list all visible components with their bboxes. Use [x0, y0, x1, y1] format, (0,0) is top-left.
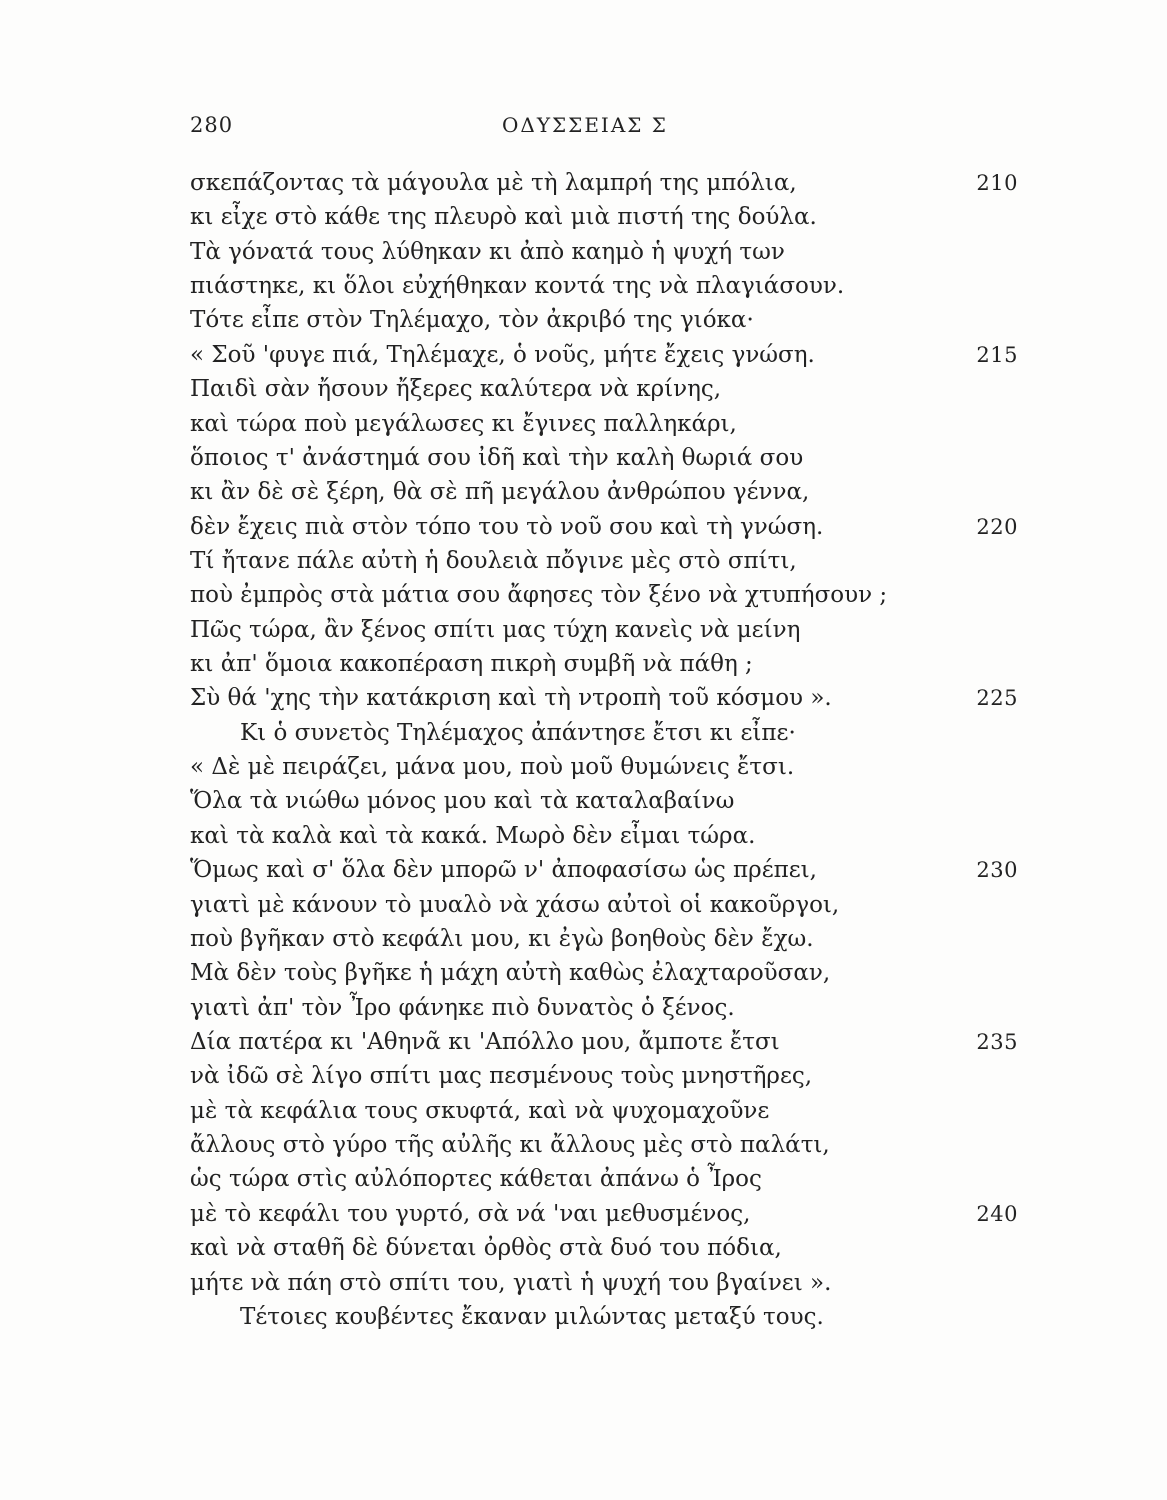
page-number: 280	[190, 113, 234, 137]
verse-text: γιατὶ μὲ κάνουν τὸ μυαλὸ νὰ χάσω αὐτοὶ οἱ κακοῦργοι,	[190, 891, 840, 918]
verse-number: 225	[976, 686, 1018, 711]
verse-text: μὲ τὰ κεφάλια τους σκυφτά, καὶ νὰ ψυχομαχοῦνε	[190, 1097, 770, 1124]
verse-text: Ὅλα τὰ νιώθω μόνος μου καὶ τὰ καταλαβαίνω	[190, 788, 735, 815]
page-header	[190, 113, 1020, 143]
verse-line	[190, 1094, 1030, 1128]
verse-text: Τότε εἶπε στὸν Τηλέμαχο, τὸν ἀκριβό της γιόκα·	[190, 307, 754, 334]
verse-text: ποὺ βγῆκαν στὸ κεφάλι μου, κι ἐγὼ βοηθοὺς δὲν ἔχω.	[190, 925, 814, 952]
verse-line	[190, 853, 1030, 887]
verse-line	[190, 1300, 1030, 1334]
verse-line	[190, 269, 1030, 303]
verse-text: Σὺ θά 'χης τὴν κατάκριση καὶ τὴ ντροπὴ τοῦ κόσμου ».	[190, 685, 832, 712]
verse-line	[190, 372, 1030, 406]
verse-line	[190, 750, 1030, 784]
verse-text: Μὰ δὲν τοὺς βγῆκε ἡ μάχη αὐτὴ καθὼς ἐλαχταροῦσαν,	[190, 960, 831, 987]
verse-text: « Σοῦ 'φυγε πιά, Τηλέμαχε, ὁ νοῦς, μήτε ἔχεις γνώση.	[190, 341, 815, 368]
verse-text: κι ἀπ' ὅμοια κακοπέραση πικρὴ συμβῆ νὰ πάθη ;	[190, 651, 753, 678]
verse-line	[190, 647, 1030, 681]
verse-text: πιάστηκε, κι ὅλοι εὐχήθηκαν κοντά της νὰ πλαγιάσουν.	[190, 273, 845, 300]
verse-line	[190, 888, 1030, 922]
verse-text: νὰ ἰδῶ σὲ λίγο σπίτι μας πεσμένους τοὺς μνηστῆρες,	[190, 1063, 813, 1090]
verse-text: Παιδὶ σὰν ἤσουν ἤξερες καλύτερα νὰ κρίνης,	[190, 376, 722, 403]
verse-line	[190, 784, 1030, 818]
verse-line	[190, 922, 1030, 956]
verse-line	[190, 475, 1030, 509]
verse-text: καὶ νὰ σταθῆ δὲ δύνεται ὀρθὸς στὰ δυό του πόδια,	[190, 1235, 782, 1262]
verse-text: μὲ τὸ κεφάλι του γυρτό, σὰ νά 'ναι μεθυσμένος,	[190, 1200, 751, 1227]
verse-line	[190, 200, 1030, 234]
verse-line	[190, 338, 1030, 372]
verse-text: σκεπάζοντας τὰ μάγουλα μὲ τὴ λαμπρή της μπόλια,	[190, 170, 797, 196]
verse-text: Πῶς τώρα, ἂν ξένος σπίτι μας τύχη κανεὶς νὰ μείνη	[190, 616, 801, 643]
verse-line	[190, 716, 1030, 750]
verse-text: Τί ἤτανε πάλε αὐτὴ ἡ δουλειὰ πὄγινε μὲς στὸ σπίτι,	[190, 547, 797, 574]
verse-line	[190, 991, 1030, 1025]
verse-line	[190, 303, 1030, 337]
running-title: ΟΔΥΣΣΕΙΑΣ Σ	[502, 113, 668, 137]
verse-text: Τὰ γόνατά τους λύθηκαν κι ἀπὸ καημὸ ἡ ψυχή των	[190, 238, 785, 265]
verse-line	[190, 544, 1030, 578]
verse-text: κι ἂν δὲ σὲ ξέρη, θὰ σὲ πῆ μεγάλου ἀνθρώπου γέννα,	[190, 479, 810, 506]
verse-text: καὶ τώρα ποὺ μεγάλωσες κι ἔγινες παλληκάρι,	[190, 410, 737, 437]
verse-number: 230	[976, 858, 1018, 883]
verse-text: μήτε νὰ πάη στὸ σπίτι του, γιατὶ ἡ ψυχή του βγαίνει ».	[190, 1269, 832, 1296]
verse-number: 210	[976, 171, 1018, 195]
verse-text: καὶ τὰ καλὰ καὶ τὰ κακά. Μωρὸ δὲν εἶμαι τώρα.	[190, 822, 756, 849]
verse-line	[190, 1197, 1030, 1231]
verse-text: Κι ὁ συνετὸς Τηλέμαχος ἀπάντησε ἔτσι κι εἶπε·	[240, 719, 796, 746]
verse-number: 215	[976, 342, 1018, 367]
verse-text: ὅποιος τ' ἀνάστημά σου ἰδῆ καὶ τὴν καλὴ θωριά σου	[190, 444, 804, 471]
verse-line	[190, 681, 1030, 715]
verse-line	[190, 1059, 1030, 1093]
verse-line	[190, 1266, 1030, 1300]
verse-text: Ὅμως καὶ σ' ὅλα δὲν μπορῶ ν' ἀποφασίσω ὡς πρέπει,	[190, 857, 817, 884]
verse-line	[190, 1231, 1030, 1265]
verse-line	[190, 407, 1030, 441]
verse-text: Δία πατέρα κι 'Αθηνᾶ κι 'Απόλλο μου, ἄμποτε ἔτσι	[190, 1028, 780, 1055]
verse-line	[190, 1162, 1030, 1196]
verse-line	[190, 1128, 1030, 1162]
verse-text: ποὺ ἐμπρὸς στὰ μάτια σου ἄφησες τὸν ξένο νὰ χτυπήσουν ;	[190, 582, 888, 609]
verse-line	[190, 1025, 1030, 1059]
verse-text: Τέτοιες κουβέντες ἔκαναν μιλώντας μεταξύ τους.	[240, 1303, 824, 1330]
verse-text: ἄλλους στὸ γύρο τῆς αὐλῆς κι ἄλλους μὲς στὸ παλάτι,	[190, 1132, 830, 1159]
verse-line	[190, 956, 1030, 990]
verse-line	[190, 166, 1030, 200]
verse-text: γιατὶ ἀπ' τὸν Ἶρο φάνηκε πιὸ δυνατὸς ὁ ξένος.	[190, 994, 735, 1021]
verse-line	[190, 613, 1030, 647]
verse-text: ὡς τώρα στὶς αὐλόπορτες κάθεται ἀπάνω ὁ Ἶρος	[190, 1166, 762, 1193]
verse-line	[190, 235, 1030, 269]
verse-text: δὲν ἔχεις πιὰ στὸν τόπο του τὸ νοῦ σου καὶ τὴ γνώση.	[190, 513, 824, 540]
verse-block	[190, 166, 1030, 1334]
verse-line	[190, 441, 1030, 475]
verse-number: 235	[976, 1029, 1018, 1054]
verse-line	[190, 578, 1030, 612]
verse-line	[190, 510, 1030, 544]
verse-text: « Δὲ μὲ πειράζει, μάνα μου, ποὺ μοῦ θυμώνεις ἔτσι.	[190, 754, 795, 781]
verse-text: κι εἶχε στὸ κάθε της πλευρὸ καὶ μιὰ πιστή της δούλα.	[190, 204, 817, 231]
verse-line	[190, 819, 1030, 853]
verse-number: 240	[976, 1201, 1018, 1226]
verse-number: 220	[976, 514, 1018, 539]
